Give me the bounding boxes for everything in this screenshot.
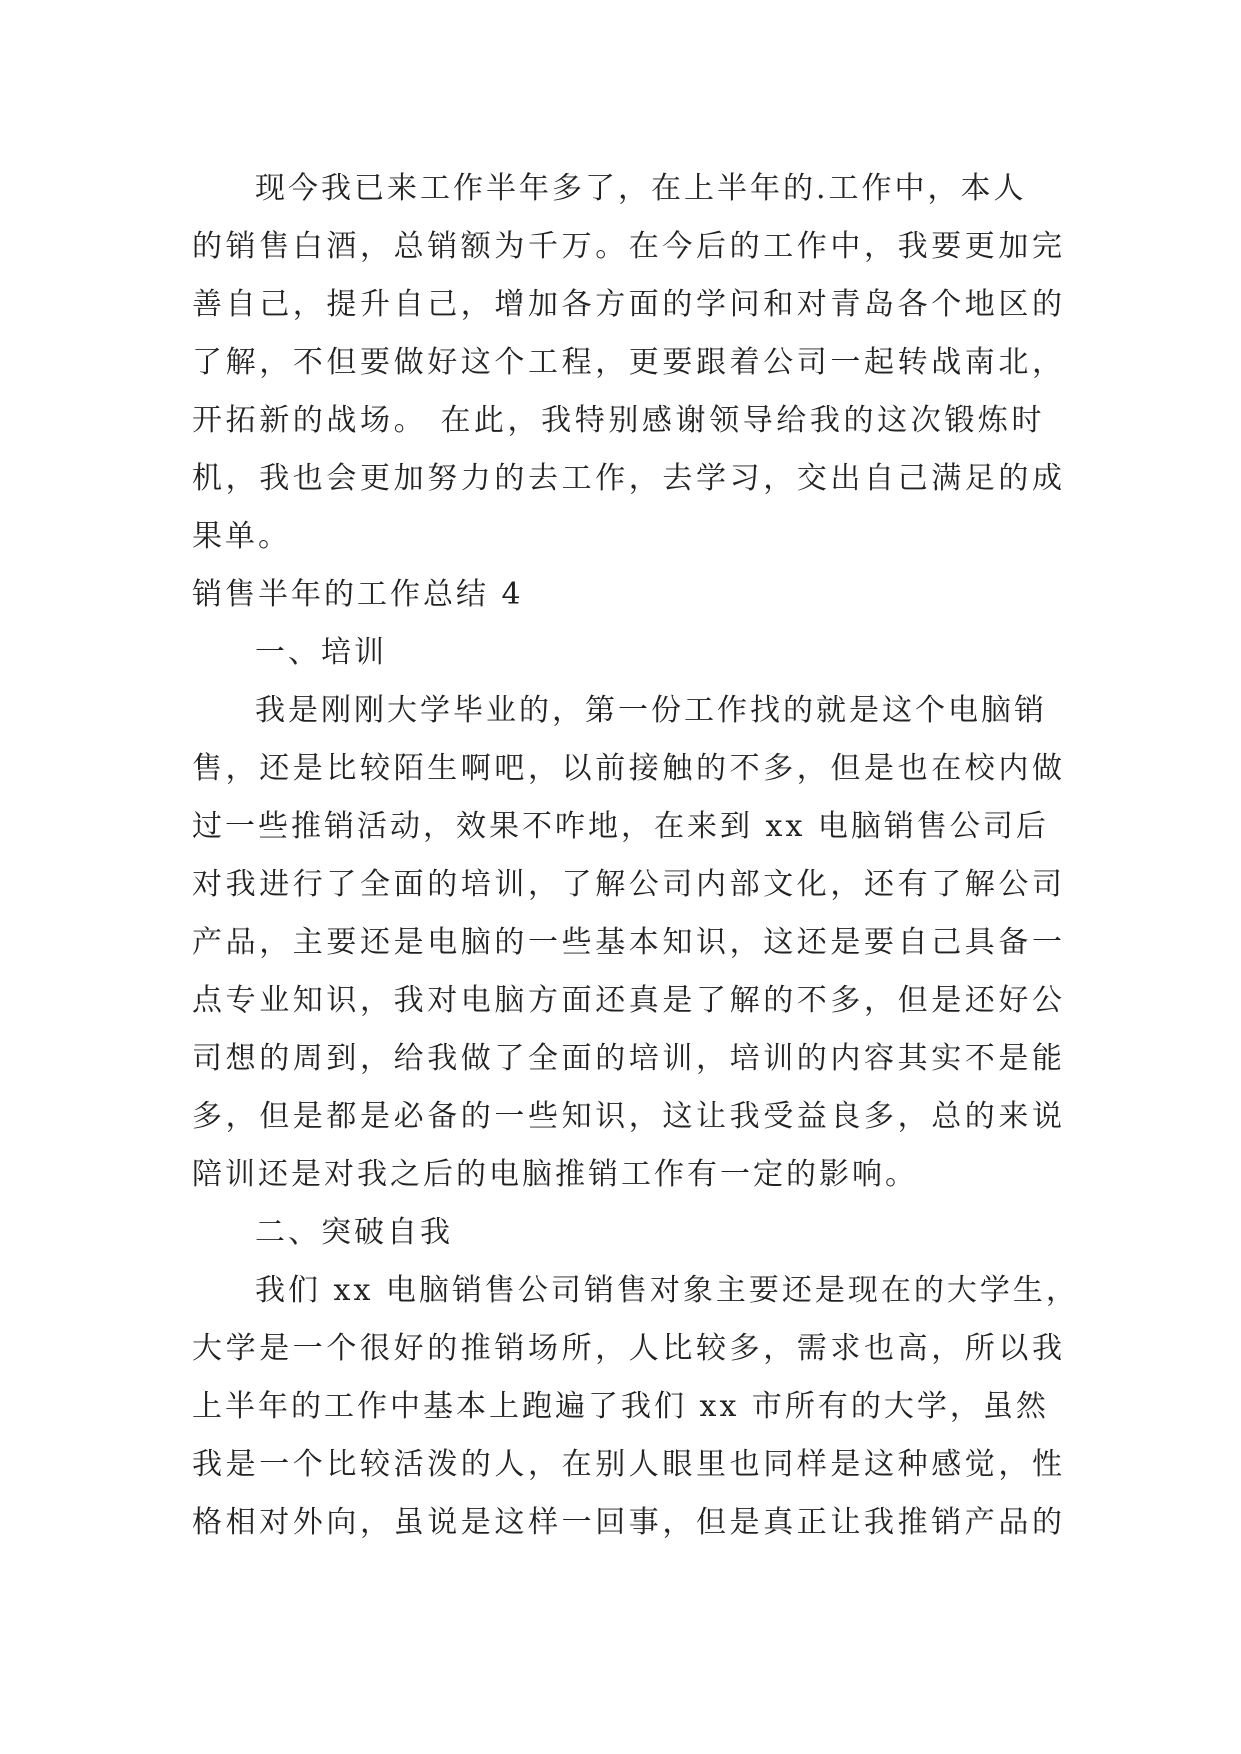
paragraph-line: 现今我已来工作半年多了，在上半年的.工作中，本人 bbox=[255, 171, 1027, 206]
paragraph-line: 点专业知识，我对电脑方面还真是了解的不多，但是还好公 bbox=[192, 983, 1066, 1018]
paragraph-line: 了解，不但要做好这个工程，更要跟着公司一起转战南北， bbox=[192, 345, 1066, 380]
section-title: 销售半年的工作总结 4 bbox=[192, 577, 524, 612]
document-body bbox=[192, 160, 1079, 1552]
paragraph-line: 的销售白酒，总销额为千万。在今后的工作中，我要更加完 bbox=[192, 229, 1066, 264]
paragraph-line: 开拓新的战场。 在此，我特别感谢领导给我的这次锻炼时 bbox=[192, 403, 1046, 438]
paragraph-line: 我是刚刚大学毕业的，第一份工作找的就是这个电脑销 bbox=[255, 693, 1047, 728]
paragraph-line: 上半年的工作中基本上跑遍了我们 xx 市所有的大学，虽然 bbox=[192, 1389, 1049, 1424]
paragraph-line: 产品，主要还是电脑的一些基本知识，这还是要自己具备一 bbox=[192, 925, 1066, 960]
paragraph-intro bbox=[192, 160, 1066, 566]
paragraph-breakthrough bbox=[192, 1262, 1079, 1552]
paragraph-training bbox=[192, 682, 1066, 1204]
paragraph-line: 善自己，提升自己，增加各方面的学问和对青岛各个地区的 bbox=[192, 287, 1066, 322]
heading-training: 一、培训 bbox=[255, 635, 387, 670]
paragraph-line: 司想的周到，给我做了全面的培训，培训的内容其实不是能 bbox=[192, 1041, 1066, 1076]
paragraph-line: 陪训还是对我之后的电脑推销工作有一定的影响。 bbox=[192, 1157, 918, 1192]
paragraph-line: 我们 xx 电脑销售公司销售对象主要还是现在的大学生， bbox=[255, 1273, 1079, 1308]
paragraph-line: 多，但是都是必备的一些知识，这让我受益良多，总的来说 bbox=[192, 1099, 1066, 1134]
paragraph-line: 对我进行了全面的培训，了解公司内部文化，还有了解公司 bbox=[192, 867, 1066, 902]
paragraph-line: 机，我也会更加努力的去工作，去学习，交出自己满足的成 bbox=[192, 461, 1066, 496]
paragraph-line: 果单。 bbox=[192, 519, 291, 554]
paragraph-line: 格相对外向，虽说是这样一回事，但是真正让我推销产品的 bbox=[192, 1505, 1066, 1540]
paragraph-line: 售，还是比较陌生啊吧，以前接触的不多，但是也在校内做 bbox=[192, 751, 1066, 786]
paragraph-line: 过一些推销活动，效果不咋地，在来到 xx 电脑销售公司后 bbox=[192, 809, 1049, 844]
paragraph-line: 我是一个比较活泼的人，在别人眼里也同样是这种感觉，性 bbox=[192, 1447, 1066, 1482]
paragraph-line: 大学是一个很好的推销场所，人比较多，需求也高，所以我 bbox=[192, 1331, 1066, 1366]
heading-breakthrough: 二、突破自我 bbox=[255, 1215, 453, 1250]
